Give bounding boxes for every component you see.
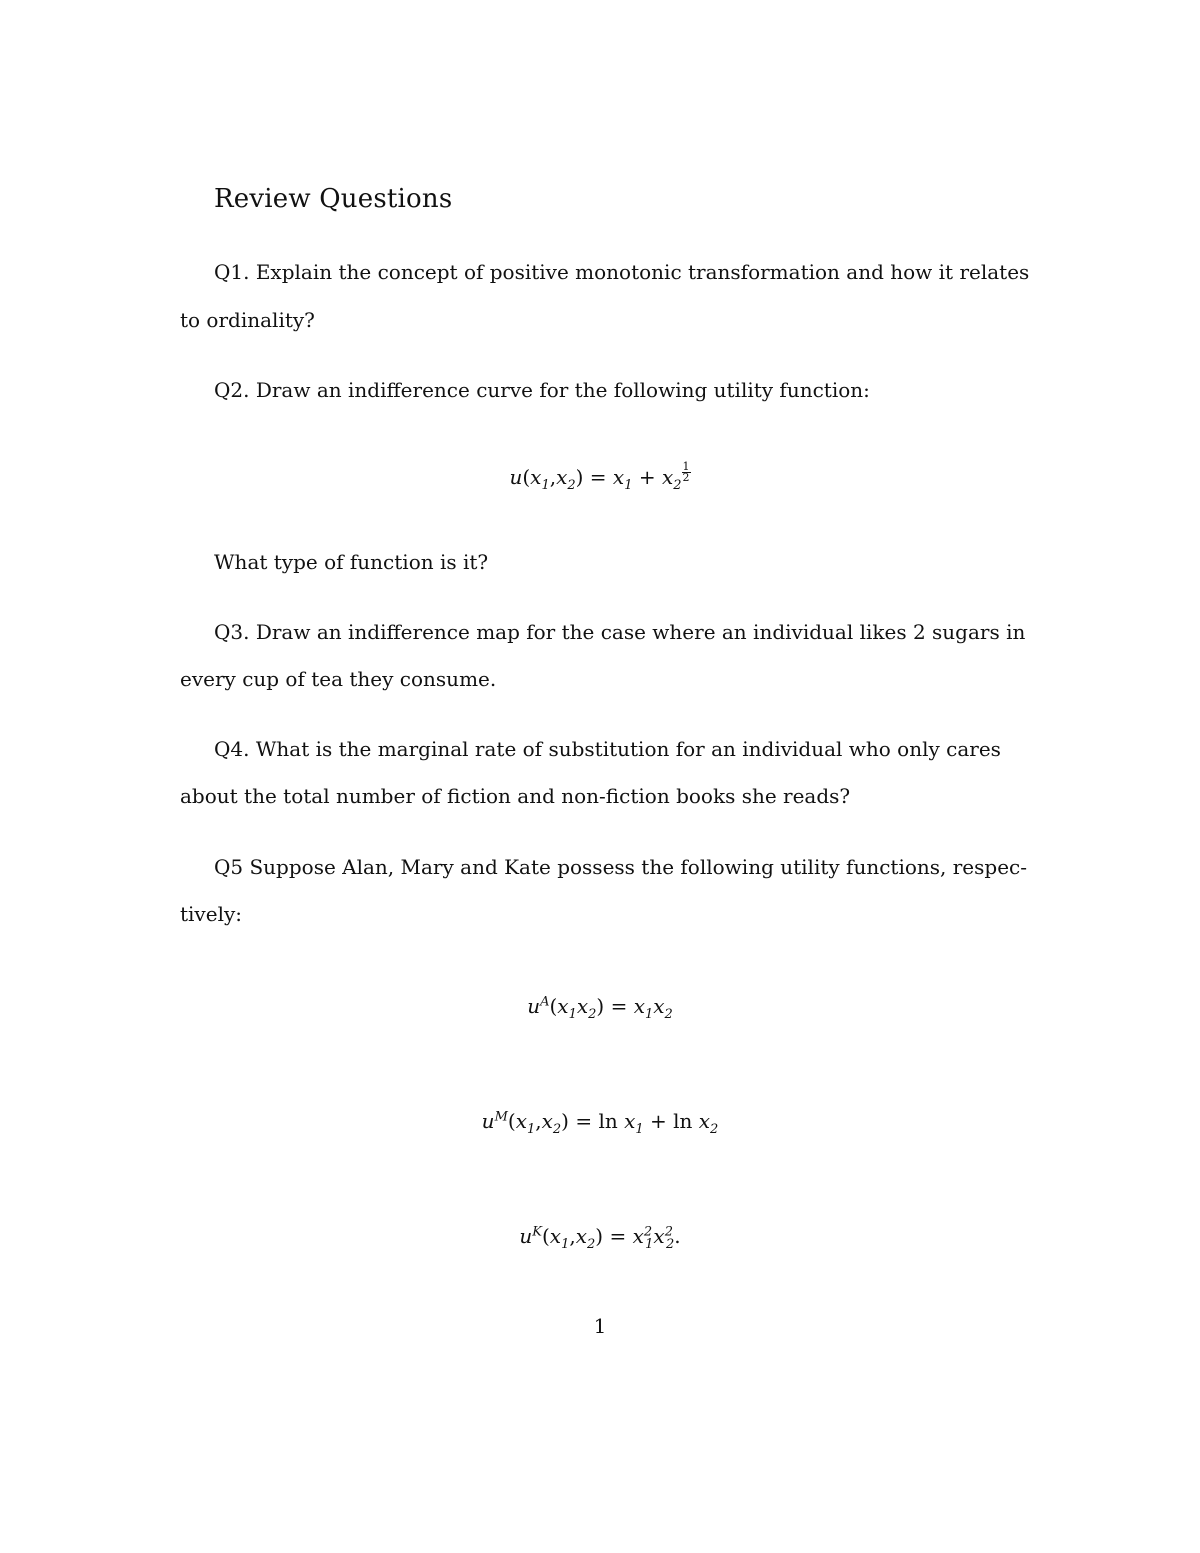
- q4-line-1: Q4. What is the marginal rate of substitution for an individual who only cares: [214, 737, 1001, 761]
- q5-line-1: Q5 Suppose Alan, Mary and Kate possess the following utility functions, respec-: [214, 855, 1027, 879]
- q3-line-2: every cup of tea they consume.: [180, 667, 497, 691]
- q1-line-2: to ordinality?: [180, 308, 315, 332]
- equation-kate-utility: $u^K(x_1,x_2) = x^2_1x^2_2$.: [519, 1224, 681, 1252]
- q3-line-1: Q3. Draw an indifference map for the case where an individual likes 2 sugars in: [214, 620, 1026, 644]
- q5-line-2: tively:: [180, 902, 243, 926]
- equation-q2-utility: $u(x_1,x_2) = x_1 + x_2$ $\frac{1}{2}$: [509, 460, 690, 493]
- q2-followup: What type of function is it?: [214, 550, 489, 574]
- q4-line-2: about the total number of fiction and non-fiction books she reads?: [180, 784, 851, 808]
- q2-line-1: Q2. Draw an indifference curve for the following utility function:: [214, 378, 870, 402]
- page-number: 1: [593, 1314, 607, 1338]
- equation-mary-utility: $u^M(x_1,x_2) = \ln x_1 + \ln x_2$: [481, 1109, 719, 1137]
- q1-line-1: Q1. Explain the concept of positive monotonic transformation and how it relates: [214, 260, 1030, 284]
- equation-alan-utility: $u^A(x_1x_2) = x_1x_2$: [527, 994, 673, 1022]
- section-title: Review Questions: [214, 184, 453, 214]
